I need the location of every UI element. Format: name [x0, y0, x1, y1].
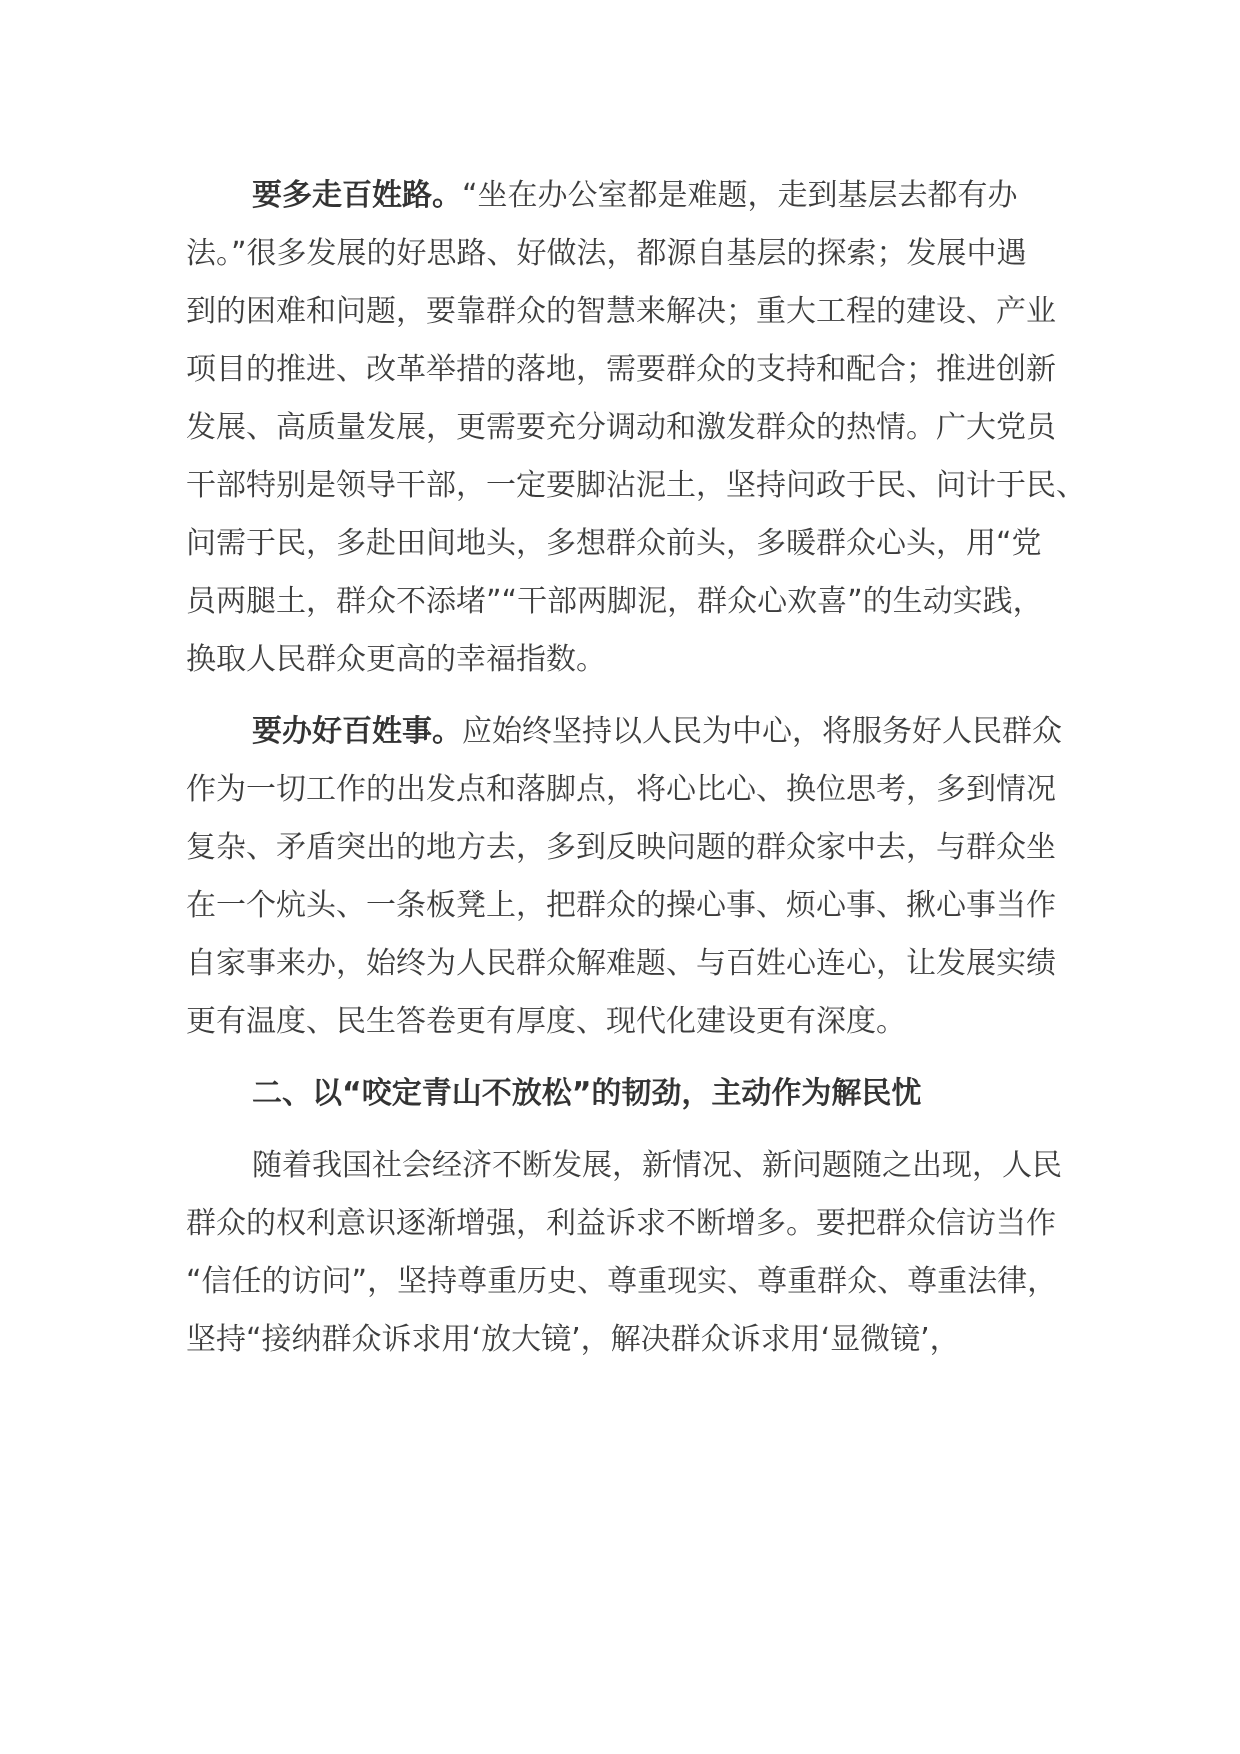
paragraph-petition-line-2: 群众的权利意识逐渐增强，利益诉求不断增多。要把群众信访当作 [186, 1206, 1056, 1241]
paragraph-serve-text: 应始终坚持以人民为中心，将服务好人民群众 [462, 714, 1062, 749]
paragraph-walk-line-1 [252, 176, 1018, 216]
section-two-heading: 二、以“咬定青山不放松”的韧劲，主动作为解民忧 [252, 1076, 922, 1111]
paragraph-serve-line-1 [252, 712, 1062, 752]
paragraph-walk-line-3: 到的困难和问题，要靠群众的智慧来解决；重大工程的建设、产业 [186, 294, 1056, 329]
paragraph-walk-line-6: 干部特别是领导干部，一定要脚沾泥土，坚持问政于民、问计于民、 [186, 468, 1086, 503]
paragraph-walk-heading: 要多走百姓路。 [252, 178, 462, 213]
paragraph-walk-line-9: 换取人民群众更高的幸福指数。 [186, 642, 606, 677]
paragraph-serve-line-3: 复杂、矛盾突出的地方去，多到反映问题的群众家中去，与群众坐 [186, 830, 1056, 865]
paragraph-serve-line-4: 在一个炕头、一条板凳上，把群众的操心事、烦心事、揪心事当作 [186, 888, 1056, 923]
paragraph-serve-line-5: 自家事来办，始终为人民群众解难题、与百姓心连心，让发展实绩 [186, 946, 1056, 981]
paragraph-walk-line-8: 员两腿土，群众不添堵”“干部两脚泥，群众心欢喜”的生动实践， [186, 584, 1043, 619]
paragraph-walk-text: “坐在办公室都是难题，走到基层去都有办 [462, 178, 1018, 213]
paragraph-petition-line-1: 随着我国社会经济不断发展，新情况、新问题随之出现，人民 [252, 1148, 1062, 1183]
paragraph-serve-line-2: 作为一切工作的出发点和落脚点，将心比心、换位思考，多到情况 [186, 772, 1056, 807]
paragraph-walk-line-2: 法。”很多发展的好思路、好做法，都源自基层的探索；发展中遇 [186, 236, 1027, 271]
paragraph-walk-line-5: 发展、高质量发展，更需要充分调动和激发群众的热情。广大党员 [186, 410, 1056, 445]
paragraph-serve-line-6: 更有温度、民生答卷更有厚度、现代化建设更有深度。 [186, 1004, 906, 1039]
paragraph-walk-line-7: 问需于民，多赴田间地头，多想群众前头，多暖群众心头，用“党 [186, 526, 1042, 561]
paragraph-walk-line-4: 项目的推进、改革举措的落地，需要群众的支持和配合；推进创新 [186, 352, 1056, 387]
paragraph-serve-heading: 要办好百姓事。 [252, 714, 462, 749]
paragraph-petition-line-4: 坚持“接纳群众诉求用‘放大镜’，解决群众诉求用‘显微镜’， [186, 1322, 960, 1357]
paragraph-petition-line-3: “信任的访问”，坚持尊重历史、尊重现实、尊重群众、尊重法律， [186, 1264, 1058, 1299]
